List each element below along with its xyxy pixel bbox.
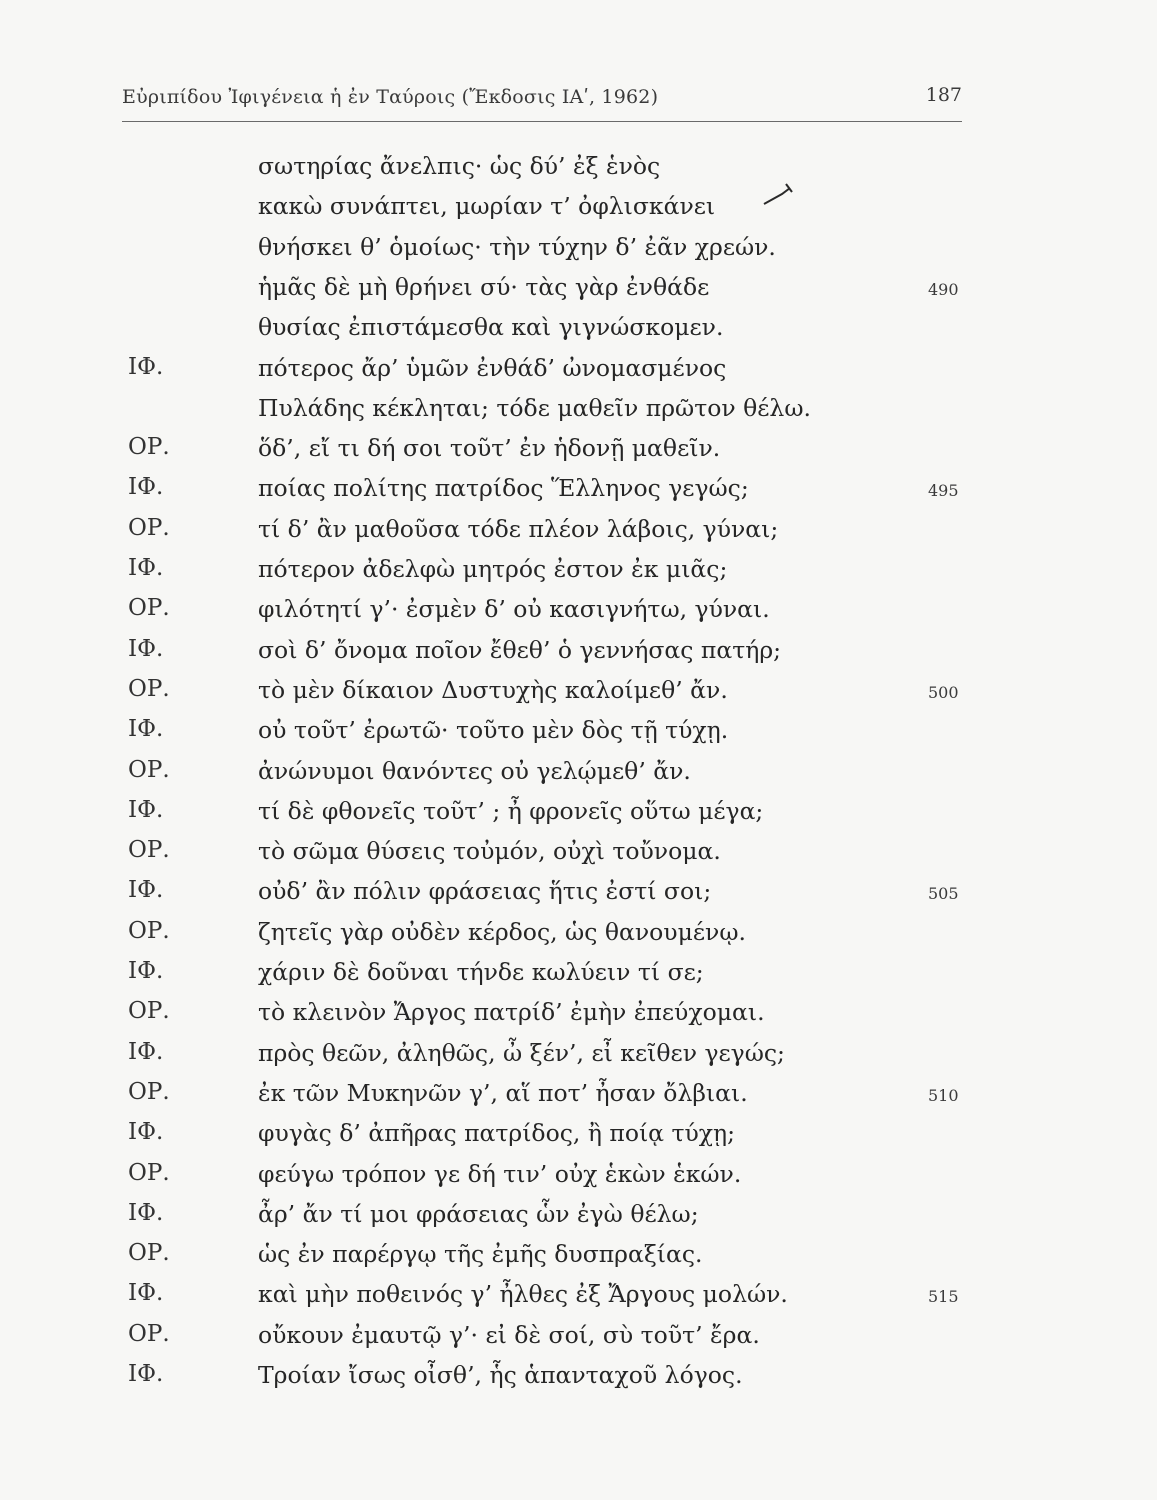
verse-text: ὡς ἐν παρέργῳ τῆς ἐμῆς δυσπραξίας. bbox=[258, 1240, 703, 1269]
verse-text: πότερος ἄρ’ ὑμῶν ἐνθάδ’ ὠνομασμένος bbox=[258, 353, 727, 382]
speaker-label: ΟΡ. bbox=[128, 675, 170, 702]
verse-line bbox=[0, 313, 1157, 353]
verse-text: τί δ’ ἂν μαθοῦσα τόδε πλέον λάβοις, γύναι; bbox=[258, 514, 779, 543]
verse-text: ἐκ τῶν Μυκηνῶν γ’, αἵ ποτ’ ἦσαν ὄλβιαι. bbox=[258, 1078, 748, 1107]
line-number: 490 bbox=[928, 279, 959, 299]
verse-text: χάριν δὲ δοῦναι τήνδε κωλύειν τί σε; bbox=[258, 958, 704, 986]
verse-text: Τροίαν ἴσως οἶσθ’, ἧς ἁπανταχοῦ λόγος. bbox=[258, 1361, 743, 1389]
verse-text: οὐδ’ ἂν πόλιν φράσειας ἥτις ἐστί σοι; bbox=[258, 877, 712, 906]
verse-text: ἆρ’ ἄν τί μοι φράσειας ὧν ἐγὼ θέλω; bbox=[258, 1199, 699, 1228]
speaker-label: ΙΦ. bbox=[128, 1119, 164, 1146]
verse-text: φιλότητί γ’· ἐσμὲν δ’ οὐ κασιγνήτω, γύναι. bbox=[258, 595, 770, 624]
speaker-label: ΙΦ. bbox=[128, 555, 164, 581]
verse-line bbox=[0, 676, 1157, 716]
speaker-label: ΟΡ. bbox=[128, 1078, 170, 1105]
verse-text: σωτηρίας ἄνελπις· ὡς δύ’ ἐξ ἑνὸς bbox=[258, 152, 661, 180]
speaker-label: ΟΡ. bbox=[128, 1159, 170, 1186]
line-number: 515 bbox=[928, 1287, 959, 1307]
speaker-label: ΟΡ. bbox=[128, 1320, 170, 1347]
verse-line bbox=[0, 192, 1157, 232]
speaker-label: ΙΦ. bbox=[128, 1361, 164, 1387]
verse-text: τὸ σῶμα θύσεις τοὐμόν, οὐχὶ τοὔνομα. bbox=[258, 837, 721, 866]
verse-text: ποίας πολίτης πατρίδος Ἕλληνος γεγώς; bbox=[258, 474, 749, 503]
page-number: 187 bbox=[925, 84, 962, 106]
verse-text: τὸ μὲν δίκαιον Δυστυχὴς καλοίμεθ’ ἄν. bbox=[258, 675, 728, 704]
verse-text: σοὶ δ’ ὄνομα ποῖον ἔθεθ’ ὁ γεννήσας πατήρ; bbox=[258, 635, 782, 664]
verse-text: θνήσκει θ’ ὁμοίως· τὴν τύχην δ’ ἐᾶν χρεών. bbox=[258, 232, 776, 261]
speaker-label: ΙΦ. bbox=[128, 474, 164, 501]
speaker-label: ΙΦ. bbox=[128, 958, 164, 984]
speaker-label: ΙΦ. bbox=[128, 1280, 164, 1307]
verse-line bbox=[0, 394, 1157, 434]
verse-line bbox=[0, 434, 1157, 474]
verse-line bbox=[0, 1079, 1157, 1119]
speaker-label: ΟΡ. bbox=[128, 917, 170, 944]
speaker-label: ΙΦ. bbox=[128, 877, 164, 904]
verse-text: οὐ τοῦτ’ ἐρωτῶ· τοῦτο μὲν δὸς τῇ τύχῃ. bbox=[258, 716, 729, 745]
speaker-label: ΙΦ. bbox=[128, 635, 164, 662]
verse-line bbox=[0, 636, 1157, 676]
verse-line bbox=[0, 998, 1157, 1038]
header-rule bbox=[122, 121, 962, 122]
speaker-label: ΟΡ. bbox=[128, 756, 170, 783]
running-header bbox=[122, 86, 962, 122]
speaker-label: ΟΡ. bbox=[128, 1240, 170, 1267]
verse-text: τὸ κλεινὸν Ἄργος πατρίδ’ ἐμὴν ἐπεύχομαι. bbox=[258, 998, 765, 1027]
speaker-label: ΙΦ. bbox=[128, 353, 164, 380]
verse-text: καὶ μὴν ποθεινός γ’ ἦλθες ἐξ Ἄργους μολών. bbox=[258, 1280, 788, 1309]
verse-text: φυγὰς δ’ ἀπῆρας πατρίδος, ἢ ποίᾳ τύχῃ; bbox=[258, 1119, 736, 1148]
verse-line bbox=[0, 515, 1157, 555]
verse-text: Πυλάδης κέκληται; τόδε μαθεῖν πρῶτον θέλω. bbox=[258, 393, 811, 422]
verse-text: πρὸς θεῶν, ἀληθῶς, ὦ ξέν’, εἶ κεῖθεν γεγώς; bbox=[258, 1038, 785, 1067]
verse-text: ἀνώνυμοι θανόντες οὐ γελῴμεθ’ ἄν. bbox=[258, 756, 691, 785]
verse-line bbox=[0, 918, 1157, 958]
verse-line bbox=[0, 152, 1157, 192]
verse-text: ἡμᾶς δὲ μὴ θρήνει σύ· τὰς γὰρ ἐνθάδε bbox=[258, 272, 710, 301]
verse-line bbox=[0, 474, 1157, 514]
speaker-label: ΙΦ. bbox=[128, 716, 164, 743]
verse-text: κακὼ συνάπτει, μωρίαν τ’ ὀφλισκάνει bbox=[258, 192, 716, 221]
speaker-label: ΟΡ. bbox=[128, 595, 170, 622]
verse-line bbox=[0, 958, 1157, 998]
verse-line bbox=[0, 877, 1157, 917]
verse-line bbox=[0, 757, 1157, 797]
verse-line bbox=[0, 1119, 1157, 1159]
verse-line bbox=[0, 1240, 1157, 1280]
verse-line bbox=[0, 1321, 1157, 1361]
handwritten-check-mark bbox=[762, 182, 796, 212]
verse-line bbox=[0, 837, 1157, 877]
line-number: 495 bbox=[928, 481, 959, 501]
verse-line bbox=[0, 354, 1157, 394]
verse-line bbox=[0, 1280, 1157, 1320]
verse-text: ὅδ’, εἴ τι δή σοι τοῦτ’ ἐν ἡδονῇ μαθεῖν. bbox=[258, 434, 721, 463]
speaker-label: ΟΡ. bbox=[128, 514, 170, 541]
verse-line bbox=[0, 1160, 1157, 1200]
verse-line bbox=[0, 1039, 1157, 1079]
verse-line bbox=[0, 233, 1157, 273]
header-title: Εὐριπίδου Ἰφιγένεια ἡ ἐν Ταύροις (Ἔκδοσις ΙΑʹ, 1962) bbox=[122, 86, 659, 108]
speaker-label: ΙΦ. bbox=[128, 1038, 164, 1065]
verse-text: θυσίας ἐπιστάμεσθα καὶ γιγνώσκομεν. bbox=[258, 313, 724, 342]
speaker-label: ΙΦ. bbox=[128, 796, 164, 823]
speaker-label: ΟΡ. bbox=[128, 434, 170, 461]
verse-line bbox=[0, 555, 1157, 595]
verse-text: πότερον ἀδελφὼ μητρός ἐστον ἐκ μιᾶς; bbox=[258, 555, 728, 583]
verse-line bbox=[0, 716, 1157, 756]
verse-text: φεύγω τρόπον γε δή τιν’ οὐχ ἑκὼν ἑκών. bbox=[258, 1159, 742, 1188]
speaker-label: ΟΡ. bbox=[128, 998, 170, 1025]
line-number: 510 bbox=[928, 1085, 959, 1105]
verse-line bbox=[0, 1200, 1157, 1240]
verse-line bbox=[0, 273, 1157, 313]
verse-text: ζητεῖς γὰρ οὐδὲν κέρδος, ὡς θανουμένῳ. bbox=[258, 917, 746, 946]
verse-line bbox=[0, 1361, 1157, 1401]
line-number: 505 bbox=[928, 884, 959, 904]
line-number: 500 bbox=[928, 682, 959, 702]
verse-text: οὔκουν ἐμαυτῷ γ’· εἰ δὲ σοί, σὺ τοῦτ’ ἔρα. bbox=[258, 1320, 760, 1349]
verse-text: τί δὲ φθονεῖς τοῦτ’ ; ἦ φρονεῖς οὕτω μέγα; bbox=[258, 796, 764, 825]
verse-line bbox=[0, 595, 1157, 635]
verse-line bbox=[0, 797, 1157, 837]
speaker-label: ΟΡ. bbox=[128, 837, 170, 864]
speaker-label: ΙΦ. bbox=[128, 1199, 164, 1226]
